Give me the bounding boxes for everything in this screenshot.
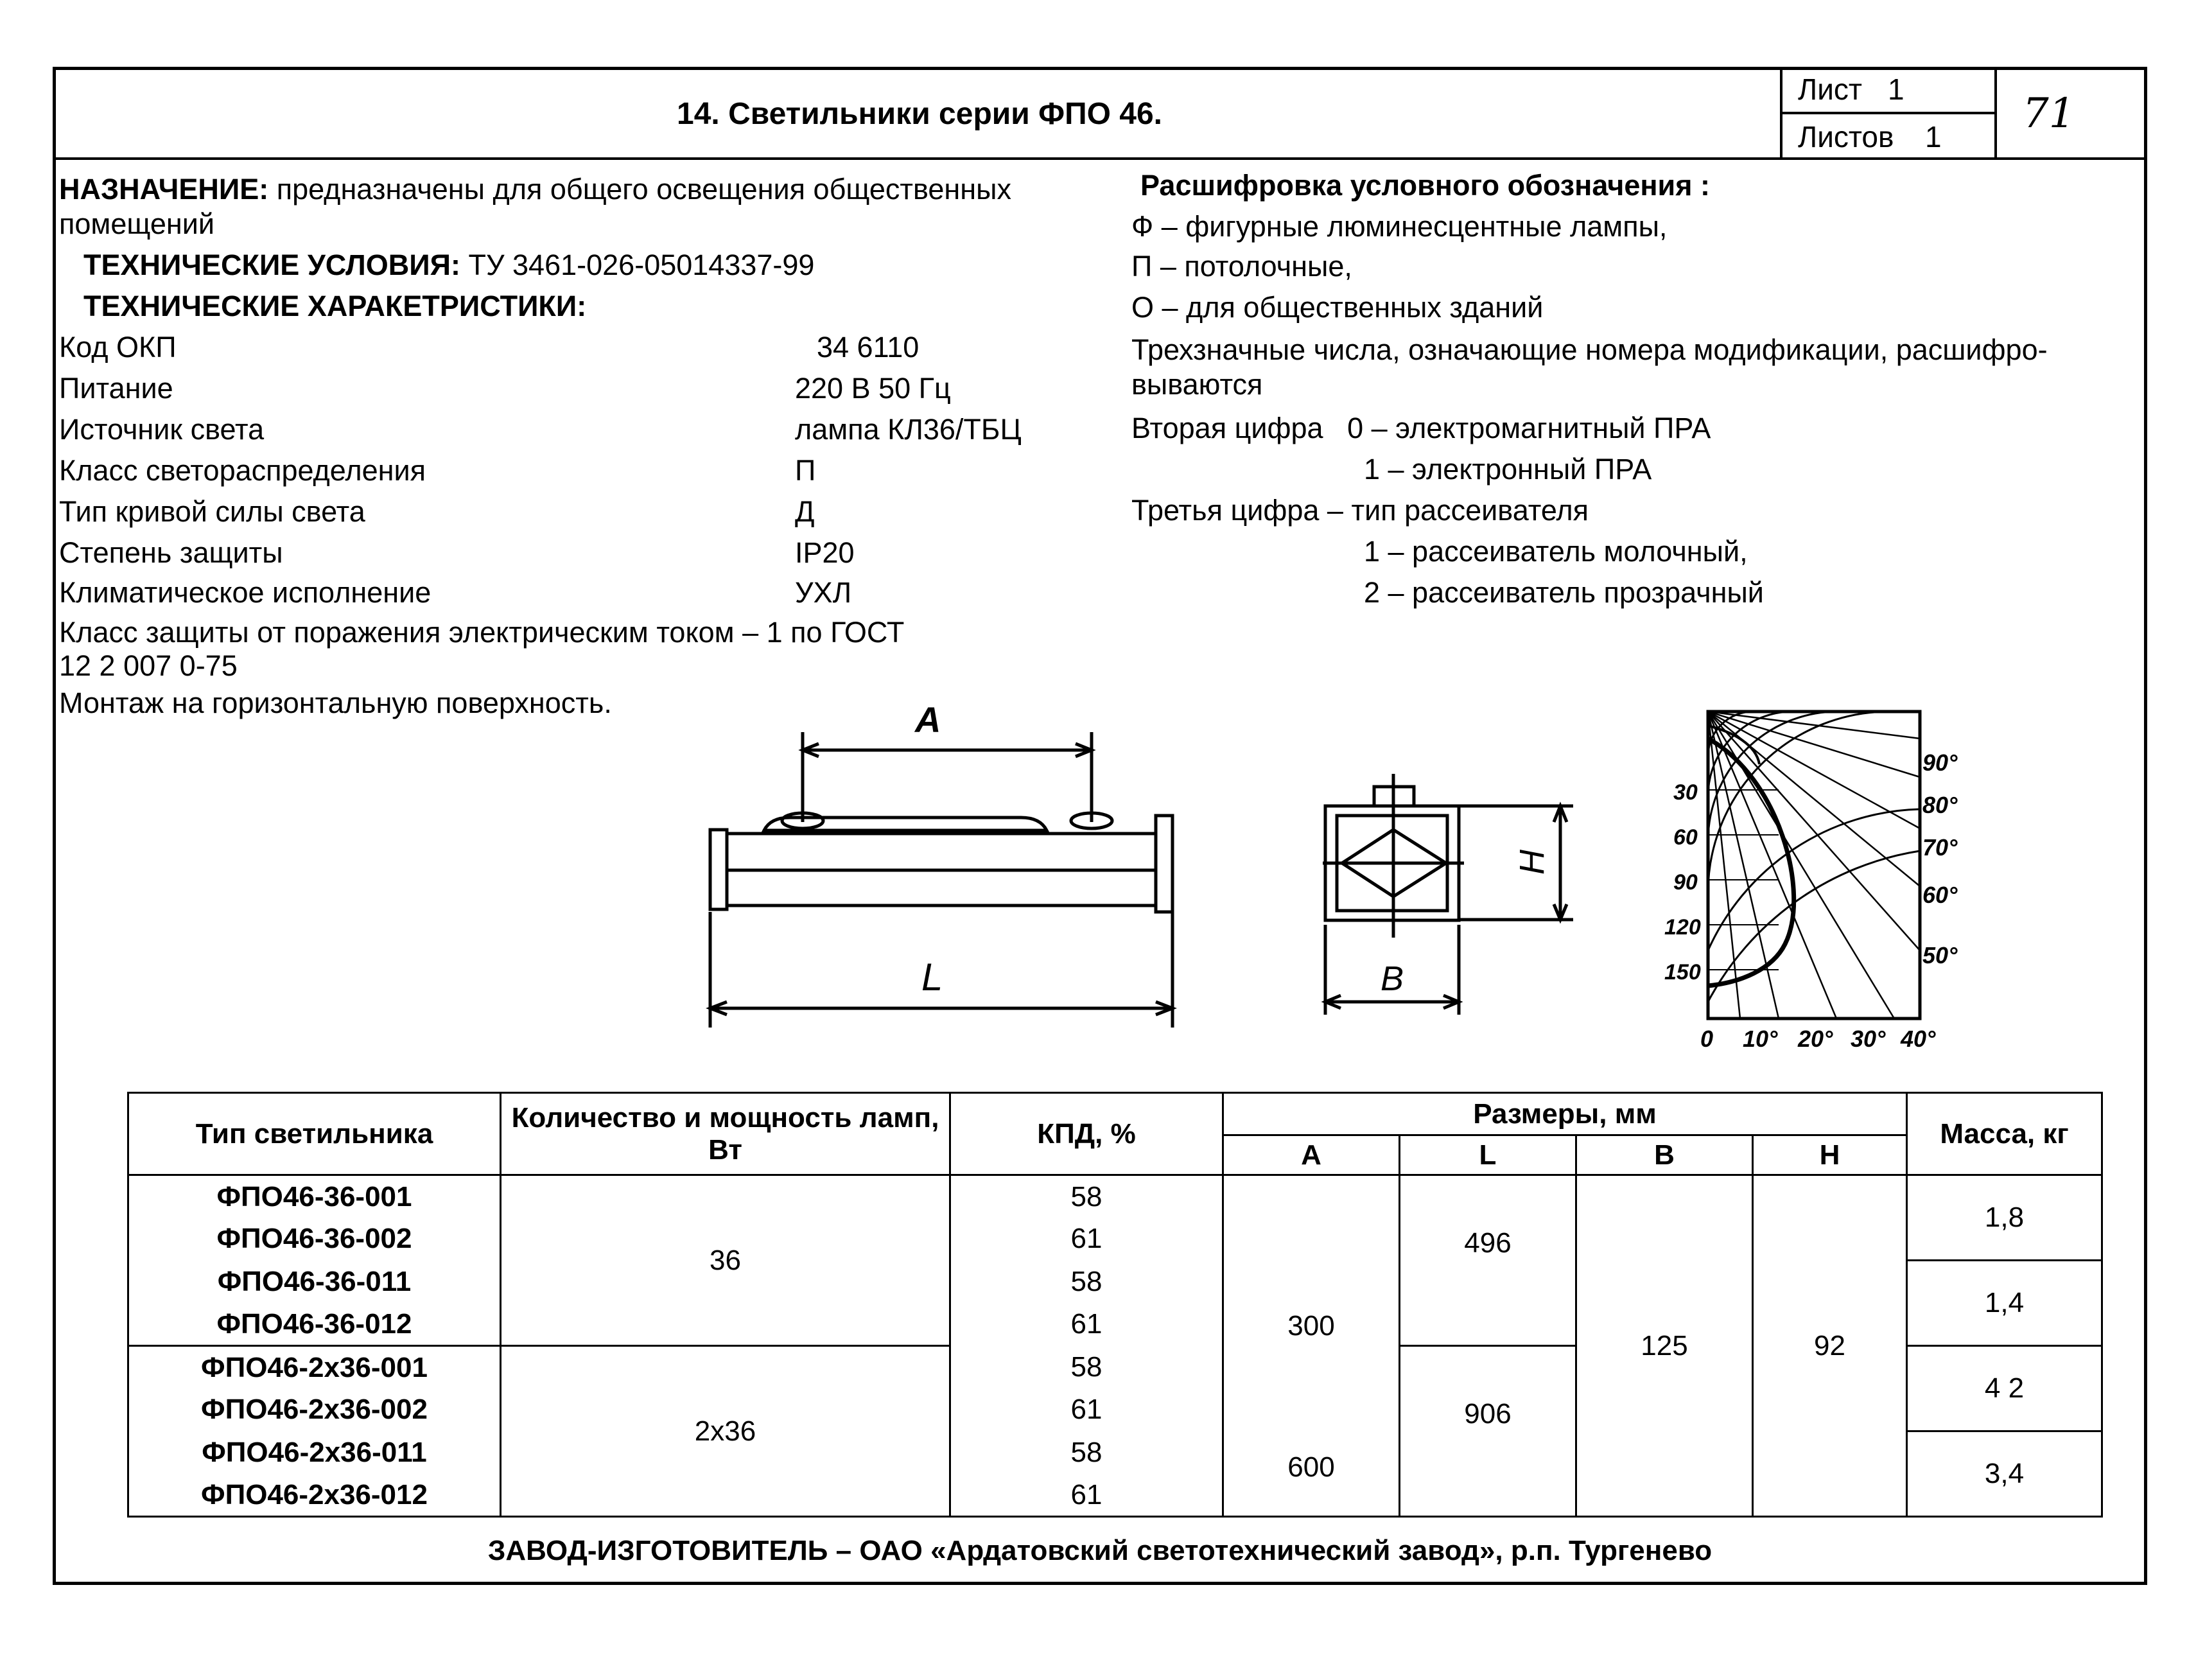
efficiency-cell: 61 (950, 1218, 1223, 1261)
type-cell: ФПО46-36-002 (128, 1218, 501, 1261)
type-cell: ФПО46-2х36-012 (128, 1474, 501, 1517)
spec-table (127, 1092, 2103, 1518)
end-view-drawing (1303, 771, 1586, 1028)
side-view-drawing (693, 694, 1194, 1040)
header-mass: Масса, кг (1907, 1093, 2102, 1175)
spec-value: лампа КЛ36/ТБЦ (795, 413, 1022, 446)
decode-title: Расшифровка условного обозначения : (1140, 169, 1710, 202)
spec-value: П (795, 454, 816, 487)
efficiency-cell: 61 (950, 1303, 1223, 1346)
type-cell: ФПО46-2х36-011 (128, 1431, 501, 1474)
decode-line: вываются (1131, 368, 1263, 401)
decode-line: Вторая цифра 0 – электромагнитный ПРА (1131, 412, 1711, 444)
efficiency-cell: 58 (950, 1175, 1223, 1218)
l-cell: 496 (1400, 1175, 1576, 1346)
type-cell: ФПО46-36-001 (128, 1175, 501, 1218)
type-cell: ФПО46-2х36-001 (128, 1346, 501, 1389)
efficiency-cell: 58 (950, 1346, 1223, 1389)
header-type: Тип светильника (128, 1093, 501, 1175)
mass-cell: 4 2 (1907, 1346, 2102, 1431)
spec-value: 34 6110 (817, 331, 919, 363)
polar-left-tick: 30 (1673, 780, 1698, 805)
type-cell: ФПО46-36-011 (128, 1261, 501, 1304)
spec-name: Климатическое исполнение (59, 576, 431, 609)
decode-line: 2 – рассеиватель прозрачный (1364, 576, 1764, 609)
protection-line-1: Класс защиты от поражения электрическим током – 1 по ГОСТ (59, 616, 905, 649)
lamps-cell: 36 (501, 1175, 950, 1346)
dimension-label-a: А (915, 699, 941, 740)
polar-bottom-tick: 20° (1798, 1026, 1833, 1052)
sheet-box-divider (1780, 112, 1997, 114)
efficiency-cell: 61 (950, 1388, 1223, 1431)
sheets-value: 1 (1925, 120, 1942, 153)
spec-name: Код ОКП (59, 331, 177, 363)
polar-right-tick: 50° (1922, 942, 1958, 968)
mass-cell: 1,4 (1907, 1261, 2102, 1346)
spec-name: Степень защиты (59, 536, 283, 569)
header-dimensions: Размеры, мм (1223, 1093, 1907, 1135)
efficiency-cell: 58 (950, 1261, 1223, 1304)
type-cell: ФПО46-2х36-002 (128, 1388, 501, 1431)
l-cell: 906 (1400, 1346, 1576, 1517)
protection-line-2: 12 2 007 0-75 (59, 649, 238, 682)
polar-left-tick: 150 (1664, 960, 1701, 984)
spec-value: Д (795, 495, 815, 528)
polar-right-tick: 60° (1922, 882, 1958, 908)
sheets-label: Листов (1798, 120, 1894, 153)
polar-right-tick: 70° (1922, 834, 1958, 861)
polar-left-tick: 120 (1664, 915, 1701, 940)
decode-line: П – потолочные, (1131, 250, 1352, 283)
polar-bottom-tick: 10° (1743, 1026, 1778, 1052)
polar-bottom-tick: 0 (1700, 1026, 1714, 1052)
purpose-text-cont: помещений (59, 207, 215, 240)
polar-right-tick: 80° (1922, 792, 1958, 818)
sheet-label: Лист (1798, 73, 1862, 106)
polar-right-tick: 90° (1922, 749, 1958, 776)
page-title: 14. Светильники серии ФПО 46. (677, 97, 1162, 131)
polar-diagram (1650, 700, 1958, 1060)
dimension-label-h: Н (1513, 850, 1551, 875)
spec-name: Класс светораспределения (59, 454, 426, 487)
purpose-label: НАЗНАЧЕНИЕ: предназначены для общего освещения общественных (59, 173, 1011, 206)
tu-line: ТЕХНИЧЕСКИЕ УСЛОВИЯ: ТУ 3461-026-05014337-99 (83, 249, 815, 281)
sheet-value: 1 (1888, 73, 1904, 106)
header-l: L (1400, 1135, 1576, 1175)
efficiency-cell: 61 (950, 1474, 1223, 1517)
spec-name: Источник света (59, 413, 265, 446)
dimension-label-b: В (1381, 959, 1404, 998)
lamps-cell: 2х36 (501, 1346, 950, 1517)
spec-value: IP20 (795, 536, 855, 569)
spec-value: 220 В 50 Гц (795, 372, 951, 405)
b-cell: 125 (1576, 1175, 1753, 1517)
mass-cell: 1,8 (1907, 1175, 2102, 1261)
decode-line: Третья цифра – тип рассеивателя (1131, 494, 1589, 527)
a-cell: 300 (1223, 1175, 1400, 1346)
decode-line: Трехзначные числа, означающие номера модификации, расшифро- (1131, 333, 2048, 366)
header-a: А (1223, 1135, 1400, 1175)
decode-line: О – для общественных зданий (1131, 291, 1544, 324)
efficiency-cell: 58 (950, 1431, 1223, 1474)
decode-line: Ф – фигурные люминесцентные лампы, (1131, 210, 1668, 243)
decode-line: 1 – электронный ПРА (1364, 453, 1652, 486)
header-h: Н (1753, 1135, 1907, 1175)
header-efficiency: КПД, % (950, 1093, 1223, 1175)
page-number: 71 (2023, 90, 2075, 137)
manufacturer-footer: ЗАВОД-ИЗГОТОВИТЕЛЬ – ОАО «Ардатовский светотехнический завод», р.п. Тургенево (487, 1535, 1713, 1566)
polar-left-tick: 60 (1673, 825, 1698, 850)
a-cell: 600 (1223, 1346, 1400, 1517)
header-b: В (1576, 1135, 1753, 1175)
polar-bottom-tick: 30° (1851, 1026, 1886, 1052)
dimension-label-l: L (921, 956, 943, 999)
type-cell: ФПО46-36-012 (128, 1303, 501, 1346)
polar-bottom-tick: 40° (1901, 1026, 1936, 1052)
spec-name: Тип кривой силы света (59, 495, 365, 528)
polar-left-tick: 90 (1673, 870, 1698, 895)
mass-cell: 3,4 (1907, 1431, 2102, 1517)
spec-value: УХЛ (795, 576, 852, 609)
header-lamps: Количество и мощность ламп, Вт (501, 1093, 950, 1175)
char-label: ТЕХНИЧЕСКИЕ ХАРАКЕТРИСТИКИ: (83, 290, 587, 322)
decode-line: 1 – рассеиватель молочный, (1364, 535, 1748, 568)
spec-name: Питание (59, 372, 173, 405)
mounting-line: Монтаж на горизонтальную поверхность. (59, 687, 612, 719)
h-cell: 92 (1753, 1175, 1907, 1517)
